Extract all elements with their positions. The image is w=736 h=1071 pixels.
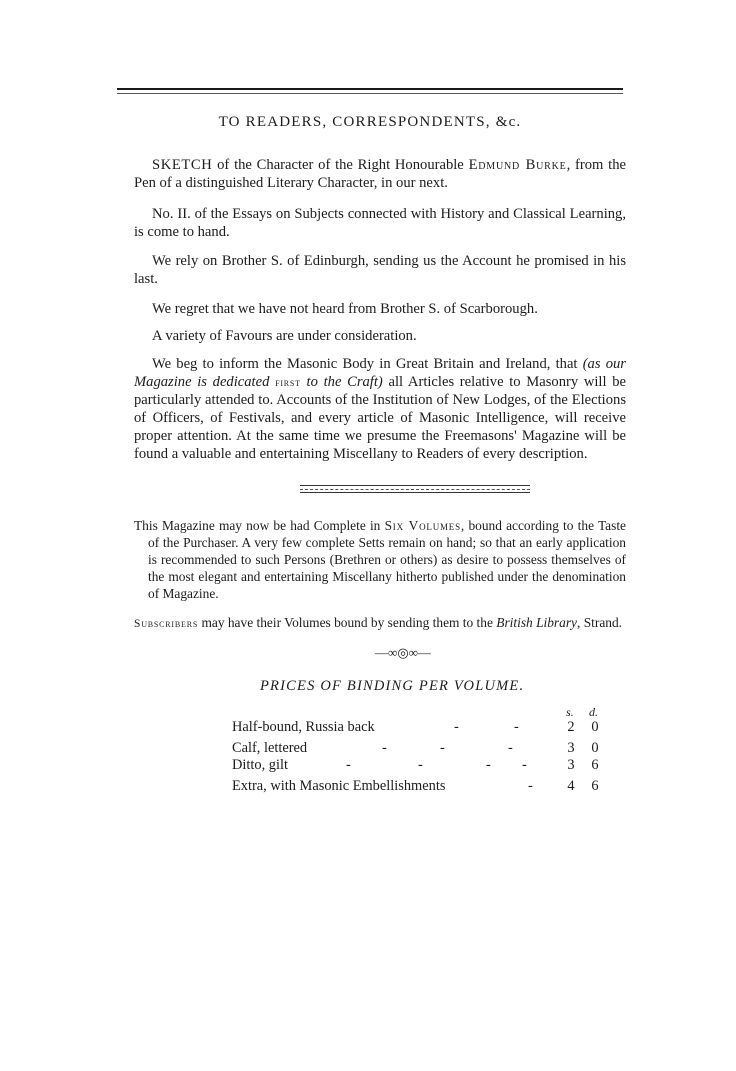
notice-masonic-first: first [275,375,301,389]
notice-burke-text-b: , from the Pen of a distinguished Literary Character, in our next. [134,157,626,191]
advert-complete-volumes [134,517,626,602]
leader-dash: - [346,757,351,773]
top-rule-thin [117,93,623,94]
advert-text-a: This Magazine may now be had Complete in [134,518,385,533]
notice-essays: No. II. of the Essays on Subjects connected with History and Classical Learning, is come to hand. [134,206,626,240]
notice-masonic-italic-b: to the Craft) [300,374,383,390]
section-rule-lower [300,492,530,493]
subscribers-lead: Subscribers [134,618,199,630]
ornament-divider: —∞◎∞— [375,645,431,660]
price-item: Half-bound, Russia back [232,719,375,735]
price-pence: 6 [591,778,599,794]
prices-col-shillings: s. [566,705,574,719]
section-rule [300,485,530,486]
subscribers-notice [134,614,626,633]
price-pence: 0 [591,740,599,756]
leader-dash: - [528,778,533,794]
price-shillings: 3 [567,757,575,773]
subscribers-library: British Library [496,615,577,630]
price-row-ditto-gilt [232,756,632,774]
price-shillings: 3 [567,740,575,756]
notice-masonic-text-b: all Articles relative to Masonry will be particularly attended to. Accounts of the Institution of New Lodges, of the Elections of Officers, of Festivals, and every article of Masonic Intelligence, will receive proper attention. At the same time we presume the Freemasons' Magazine will be found a valuable and entertaining Miscellany to Readers of every description. [134,374,626,462]
notice-masonic-italic-a: (as our Magazine is dedicated [134,356,626,390]
price-item: Calf, lettered [232,740,308,756]
notice-burke-name: Edmund Burke [468,157,567,173]
leader-dash: - [514,719,519,735]
advert-volumes: Six Volumes [384,518,461,533]
price-pence: 0 [591,719,599,735]
subscribers-text-a: may have their Volumes bound by sending them to the [198,615,497,630]
leader-dash: - [508,740,513,756]
page-heading: TO READERS, CORRESPONDENTS, &c. [218,114,522,130]
notice-scarborough: We regret that we have not heard from Brother S. of Scarborough. [152,301,538,317]
notice-burke [134,156,626,192]
price-pence: 6 [591,757,599,773]
subscribers-text-b: , Strand. [577,615,623,630]
top-rule [117,88,623,90]
leader-dash: - [486,757,491,773]
price-row-calf-lettered [232,739,632,757]
notice-favours: A variety of Favours are under consideration. [152,328,417,344]
price-shillings: 4 [567,778,575,794]
price-item: Ditto, gilt [232,757,288,773]
prices-col-pence: d. [589,705,598,719]
price-row-half-bound [232,718,632,736]
leader-dash: - [382,740,387,756]
leader-dash: - [440,740,445,756]
notice-burke-lead: SKETCH [152,157,213,173]
leader-dash: - [522,757,527,773]
price-item: Extra, with Masonic Embellishments [232,778,446,794]
notice-edinburgh: We rely on Brother S. of Edinburgh, sending us the Account he promised in his last. [134,253,626,287]
notice-masonic [134,355,626,463]
price-shillings: 2 [567,719,575,735]
leader-dash: - [418,757,423,773]
price-row-extra-masonic [232,777,632,795]
section-rule-dashed [300,489,530,490]
notice-masonic-text-a: We beg to inform the Masonic Body in Great Britain and Ireland, that [152,356,583,372]
advert-text-b: , bound according to the Taste of the Purchaser. A very few complete Setts remain on hand; so that an early application is recommended to such Persons (Brethren or others) as desire to possess themselves of the most elegant and entertaining Miscellany hitherto published under the denomination of Magazine. [148,518,626,601]
leader-dash: - [454,719,459,735]
prices-title: PRICES OF BINDING PER VOLUME. [260,678,525,694]
notice-burke-text-a: of the Character of the Right Honourable [212,157,469,173]
